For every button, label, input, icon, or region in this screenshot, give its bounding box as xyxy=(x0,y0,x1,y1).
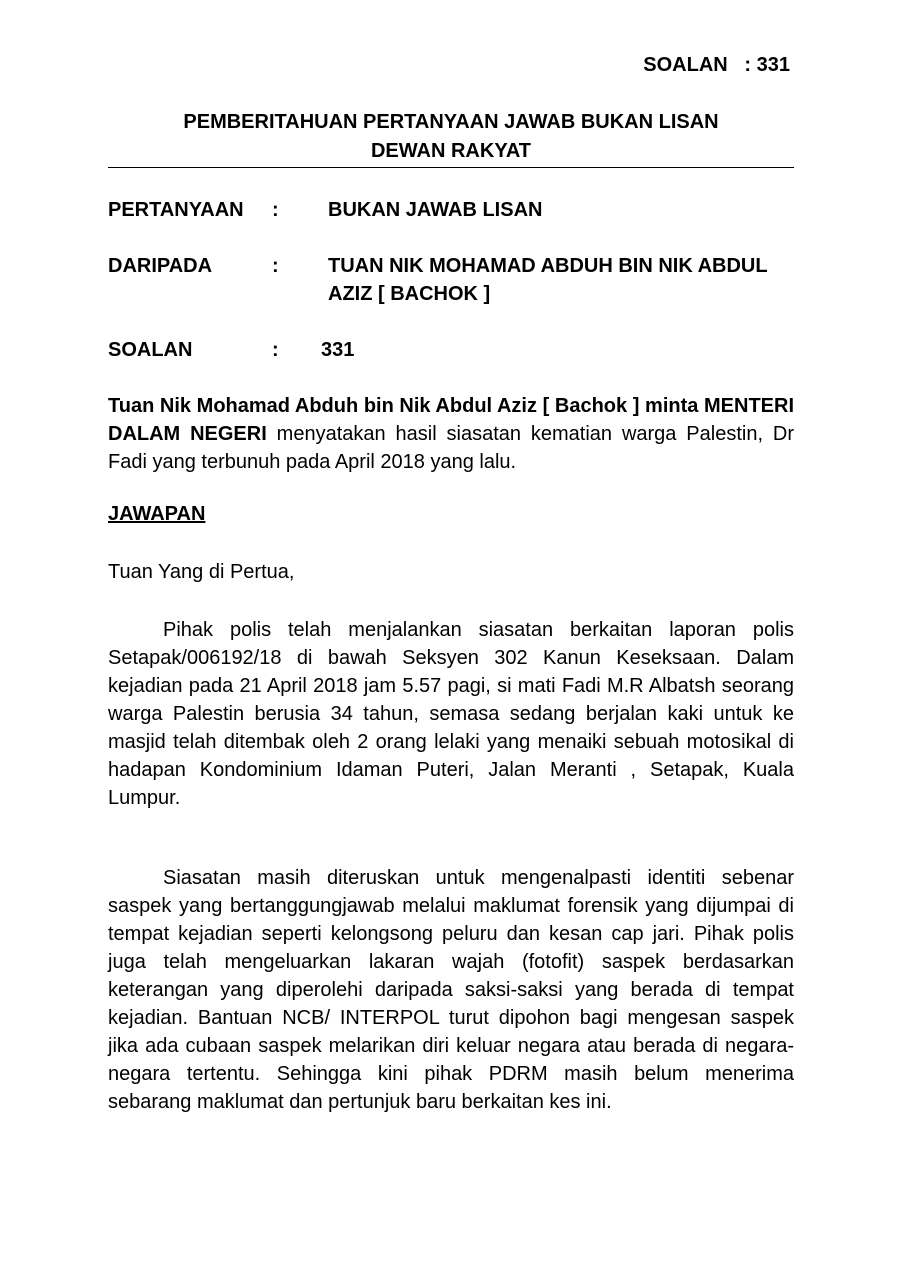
pertanyaan-value: BUKAN JAWAB LISAN xyxy=(328,199,543,221)
question-body: menyatakan hasil siasatan kematian warga Palestin, Dr Fadi yang terbunuh pada April 2018 yang lalu. xyxy=(108,423,794,473)
pertanyaan-label: PERTANYAAN xyxy=(108,199,244,221)
answer-paragraph-2: Siasatan masih diteruskan untuk mengenalpasti identiti sebenar saspek yang bertanggungjawab melalui maklumat forensik yang dijumpai di tempat kejadian seperti kelongsong peluru dan kesan cap jari. Pihak polis juga telah mengeluarkan lakaran wajah (fotofit) saspek berdasarkan keterangan yang diperolehi daripada saksi-saksi yang berada di tempat kejadian. Bantuan NCB/ INTERPOL turut dipohon bagi mengesan saspek jika ada cubaan saspek melarikan diri keluar negara atau berada di negara-negara tertentu. Sehingga kini pihak PDRM masih belum menerima sebarang maklumat dan pertunjuk baru berkaitan kes ini. xyxy=(108,867,794,1113)
meta-row-soalan xyxy=(0,336,900,364)
daripada-value: TUAN NIK MOHAMAD ABDUH BIN NIK ABDUL AZIZ [ BACHOK ] xyxy=(328,255,768,305)
answer-paragraph-1: Pihak polis telah menjalankan siasatan berkaitan laporan polis Setapak/006192/18 di bawah Seksyen 302 Kanun Keseksaan. Dalam kejadian pada 21 April 2018 jam 5.57 pagi, si mati Fadi M.R Albatsh seorang warga Palestin berusia 34 tahun, semasa sedang berjalan kaki untuk ke masjid telah ditembak oleh 2 orang lelaki yang menaiki sebuah motosikal di hadapan Kondominium Idaman Puteri, Jalan Meranti , Setapak, Kuala Lumpur. xyxy=(108,619,794,809)
answer-heading: JAWAPAN xyxy=(108,503,206,525)
question-number-value: : 331 xyxy=(744,54,790,76)
daripada-colon: : xyxy=(272,255,279,277)
title-divider xyxy=(108,167,794,168)
soalan-value: 331 xyxy=(321,339,355,361)
title-line-1: PEMBERITAHUAN PERTANYAAN JAWAB BUKAN LISAN xyxy=(183,111,719,133)
question-number-header xyxy=(643,54,790,77)
pertanyaan-colon: : xyxy=(272,199,279,221)
soalan-colon: : xyxy=(272,339,279,361)
question-number-label: SOALAN xyxy=(643,54,728,76)
soalan-label: SOALAN xyxy=(108,339,193,361)
salutation: Tuan Yang di Pertua, xyxy=(108,561,295,583)
question-text xyxy=(108,392,794,476)
document-title xyxy=(108,108,794,166)
question-asker: Tuan Nik Mohamad Abduh bin Nik Abdul Aziz [ Bachok ] minta MENTERI DALAM NEGERI xyxy=(108,395,794,445)
meta-row-daripada xyxy=(0,252,900,308)
title-line-2: DEWAN RAKYAT xyxy=(370,140,531,162)
meta-row-pertanyaan xyxy=(0,196,900,224)
daripada-label: DARIPADA xyxy=(108,255,213,277)
